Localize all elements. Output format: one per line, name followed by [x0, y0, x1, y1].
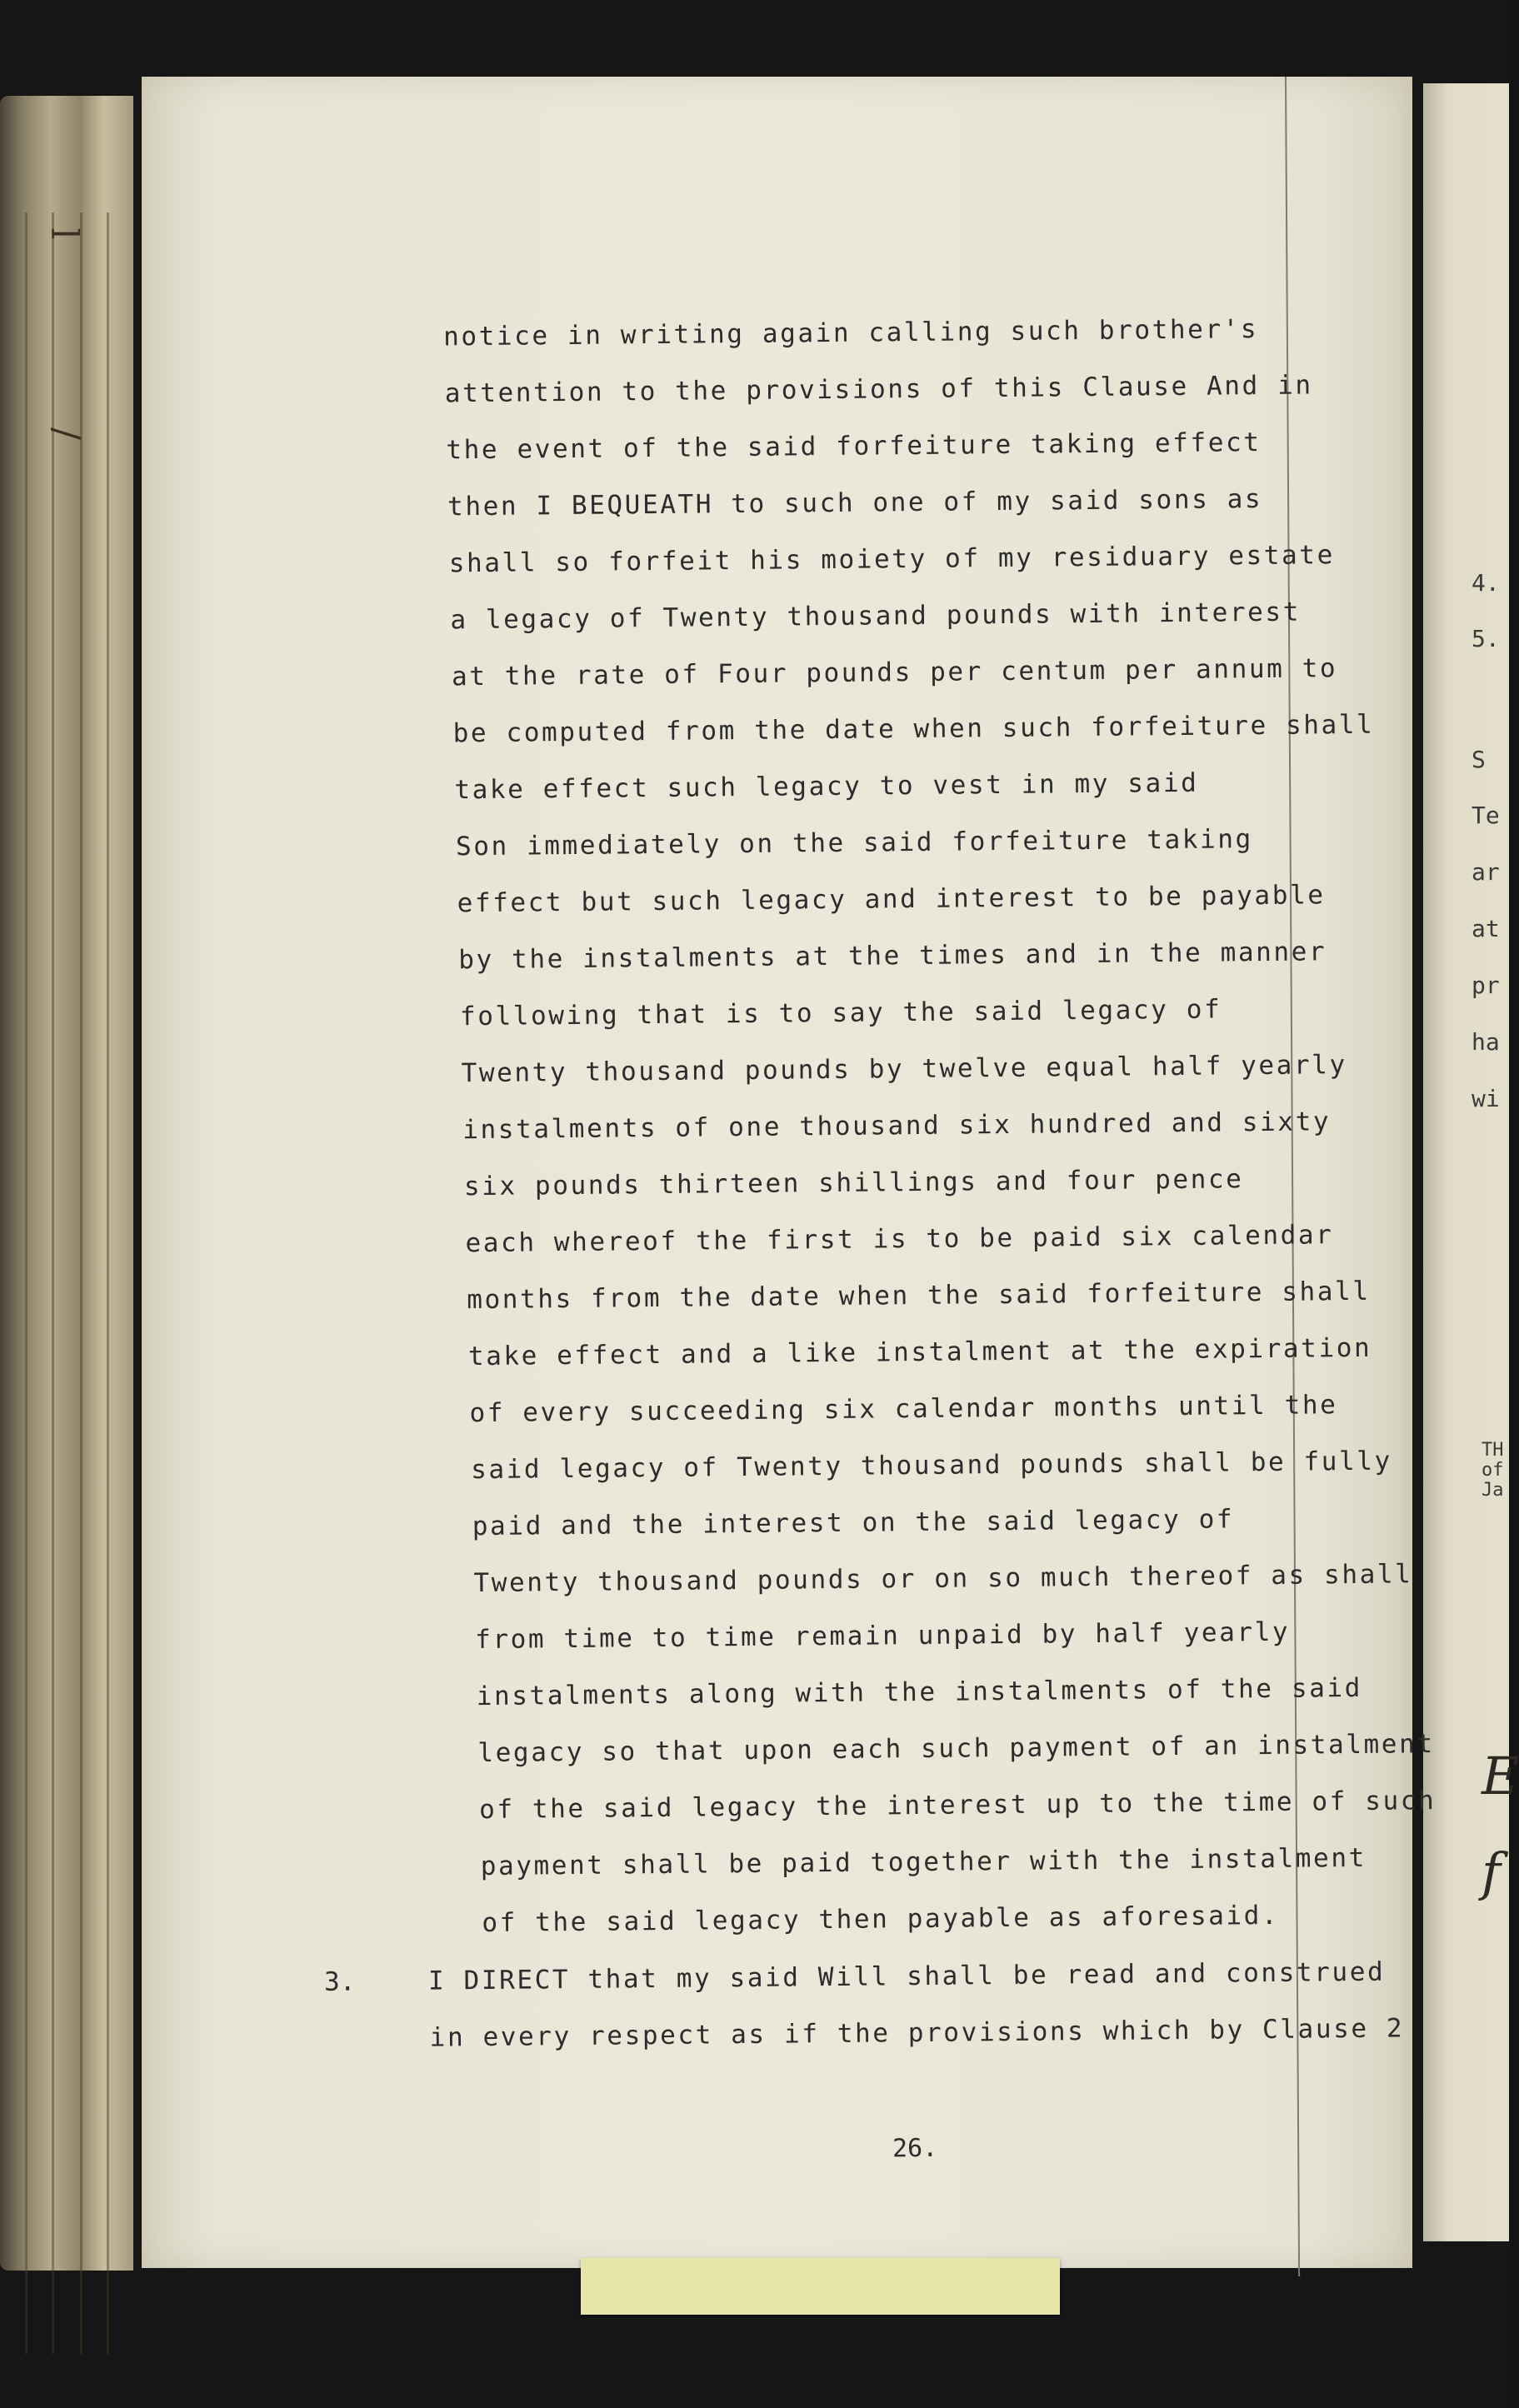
- text-line: then I BEQUEATH to such one of my said sons as: [447, 483, 1263, 522]
- facing-text: S: [1472, 746, 1486, 773]
- handwritten-letter: f: [1482, 1841, 1501, 1902]
- text-line: Twenty thousand pounds by twelve equal half yearly: [461, 1050, 1347, 1089]
- text-line: following that is to say the said legacy of: [459, 994, 1222, 1032]
- facing-text: Te: [1472, 802, 1500, 829]
- facing-page: [1423, 83, 1519, 2241]
- book-fore-edge: [0, 96, 133, 2271]
- facing-text: TH: [1482, 1440, 1504, 1461]
- text-line: attention to the provisions of this Clause And in: [444, 370, 1313, 409]
- text-line: of the said legacy then payable as aforesaid.: [482, 1900, 1280, 1939]
- edge-line: [80, 212, 82, 2354]
- clause-line: in every respect as if the provisions which by Clause 2: [429, 2013, 1405, 2053]
- text-line: each whereof the first is to be paid six calendar: [465, 1220, 1334, 1259]
- facing-text: at: [1472, 915, 1500, 942]
- text-line: be computed from the date when such forfeiture shall: [452, 709, 1375, 749]
- facing-text: ha: [1472, 1028, 1500, 1056]
- text-line: instalments of one thousand six hundred and sixty: [462, 1107, 1332, 1146]
- sticky-note-tab: [581, 2258, 1060, 2315]
- facing-text: wi: [1472, 1085, 1500, 1112]
- edge-mark: /: [44, 427, 87, 440]
- edge-line: [52, 212, 54, 2354]
- edge-line: [25, 212, 27, 2354]
- text-line: take effect such legacy to vest in my said: [454, 767, 1199, 806]
- text-line: shall so forfeit his moiety of my residuary estate: [448, 540, 1336, 579]
- facing-text: 5.: [1472, 625, 1500, 652]
- edge-mark: l: [42, 227, 86, 240]
- text-line: of the said legacy the interest up to the time of such: [478, 1786, 1437, 1826]
- text-line: effect but such legacy and interest to be payable: [457, 880, 1326, 919]
- text-line: said legacy of Twenty thousand pounds shall be fully: [471, 1446, 1393, 1486]
- facing-text: Ja: [1482, 1480, 1504, 1501]
- text-line: from time to time remain unpaid by half yearly: [474, 1616, 1291, 1656]
- text-line: notice in writing again calling such brother's: [442, 314, 1259, 352]
- text-line: instalments along with the instalments of the said: [476, 1672, 1363, 1712]
- text-line: the event of the said forfeiture taking effect: [446, 427, 1262, 466]
- text-line: Twenty thousand pounds or on so much thereof as shall: [473, 1559, 1413, 1599]
- facing-text: 4.: [1472, 569, 1500, 597]
- page-number: 26.: [892, 2133, 938, 2164]
- facing-text: pr: [1472, 972, 1500, 999]
- edge-line: [107, 212, 109, 2354]
- facing-text: ar: [1472, 858, 1500, 886]
- text-line: paid and the interest on the said legacy of: [472, 1504, 1235, 1542]
- clause-number: 3.: [323, 1966, 356, 1997]
- facing-text: of: [1482, 1460, 1504, 1481]
- text-line: months from the date when the said forfeiture shall: [467, 1276, 1371, 1316]
- text-line: six pounds thirteen shillings and four pence: [463, 1164, 1244, 1202]
- text-line: legacy so that upon each such payment of an instalment: [477, 1729, 1435, 1769]
- clause-line: I DIRECT that my said Will shall be read and construed: [427, 1956, 1386, 1996]
- text-line: at the rate of Four pounds per centum per annum to: [451, 653, 1338, 692]
- document-body: [139, 67, 1437, 2271]
- text-line: take effect and a like instalment at the expiration: [467, 1332, 1372, 1372]
- text-line: a legacy of Twenty thousand pounds with interest: [450, 597, 1302, 636]
- text-line: by the instalments at the times and in the manner: [458, 937, 1327, 976]
- text-line: of every succeeding six calendar months until the: [469, 1390, 1338, 1429]
- text-line: Son immediately on the said forfeiture taking: [455, 824, 1253, 862]
- text-line: payment shall be paid together with the instalment: [480, 1842, 1367, 1882]
- document-page: [142, 77, 1437, 2268]
- handwritten-letter: E: [1482, 1746, 1519, 1806]
